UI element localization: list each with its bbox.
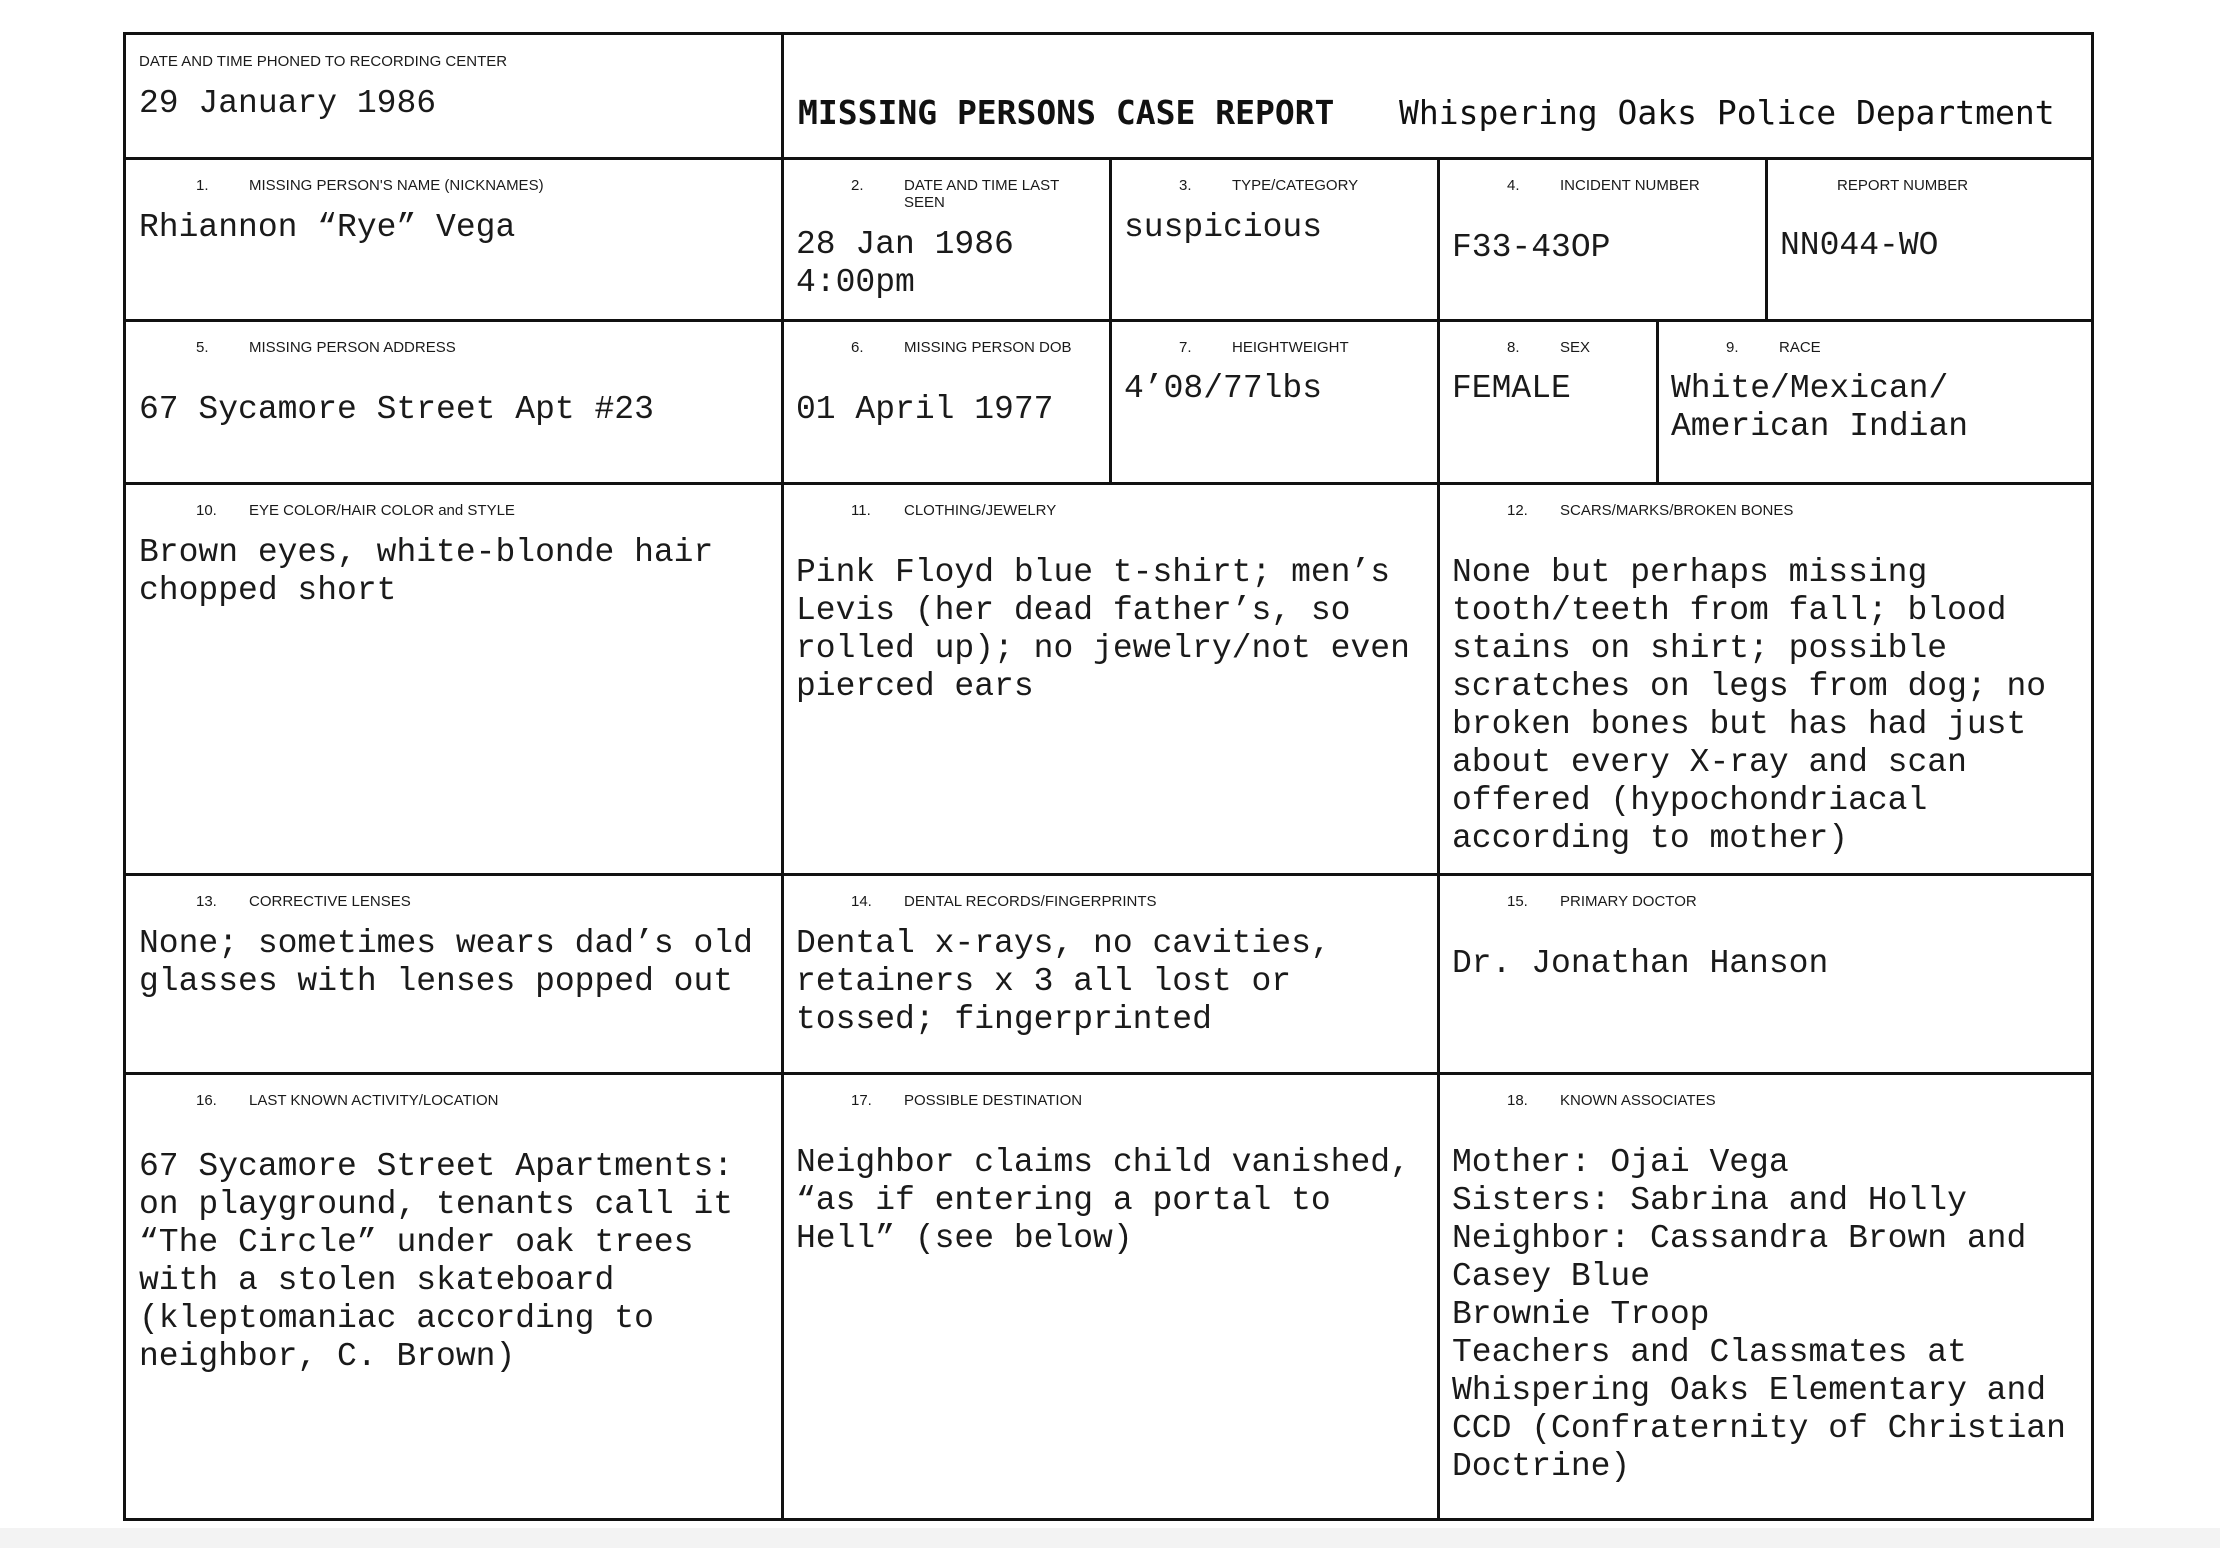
field-16-label: LAST KNOWN ACTIVITY/LOCATION	[249, 1092, 499, 1109]
field-6-value: 01 April 1977	[796, 391, 1054, 428]
field-17-value: Neighbor claims child vanished, “as if entering a portal to Hell” (see below)	[796, 1144, 1410, 1257]
field-8-label: SEX	[1560, 339, 1591, 356]
field-5-number: 5.	[196, 339, 209, 356]
field-6-label: MISSING PERSON DOB	[904, 339, 1072, 356]
phoned-value: 29 January 1986	[139, 85, 437, 122]
field-16-value: 67 Sycamore Street Apartments: on playground, tenants call it “The Circle” under oak trees with a stolen skateboard (kleptomaniac according to neighbor, C. Brown)	[139, 1148, 734, 1375]
field-5-value: 67 Sycamore Street Apt #23	[139, 391, 654, 428]
report-title-text: MISSING PERSONS CASE REPORT	[798, 93, 1335, 132]
field-8-value: FEMALE	[1452, 370, 1571, 407]
missing-persons-form	[123, 32, 2094, 1521]
field-11-number: 11.	[851, 502, 871, 519]
field-10-value: Brown eyes, white-blonde hair chopped short	[139, 534, 714, 609]
field-14-label: DENTAL RECORDS/FINGERPRINTS	[904, 893, 1157, 910]
field-15-number: 15.	[1507, 893, 1528, 910]
field-17-number: 17.	[851, 1092, 872, 1109]
phoned-label: DATE AND TIME PHONED TO RECORDING CENTER	[139, 53, 508, 70]
field-14-value: Dental x-rays, no cavities, retainers x 3 all lost or tossed; fingerprinted	[796, 925, 1331, 1038]
field-9-value: White/Mexican/ American Indian	[1671, 370, 1969, 445]
col-divider	[781, 35, 784, 1518]
department-name	[1399, 93, 2055, 132]
col-divider	[1656, 319, 1659, 482]
field-3-value: suspicious	[1124, 209, 1323, 246]
field-1-label: MISSING PERSON'S NAME (NICKNAMES)	[249, 177, 544, 194]
field-18-number: 18.	[1507, 1092, 1528, 1109]
field-7-number: 7.	[1179, 339, 1192, 356]
field-12-value: None but perhaps missing tooth/teeth from fall; blood stains on shirt; possible scratches on legs from dog; no broken bones but has had just about every X-ray and scan offered (hypochondriacal according to mother)	[1452, 554, 2047, 857]
row-divider	[126, 1072, 2091, 1075]
field-3-number: 3.	[1179, 177, 1192, 194]
report-number-label: REPORT NUMBER	[1837, 177, 1969, 194]
field-11-label: CLOTHING/JEWELRY	[904, 502, 1057, 519]
field-9-number: 9.	[1726, 339, 1739, 356]
field-10-number: 10.	[196, 502, 217, 519]
row-divider	[126, 873, 2091, 876]
field-18-label: KNOWN ASSOCIATES	[1560, 1092, 1716, 1109]
field-5-label: MISSING PERSON ADDRESS	[249, 339, 456, 356]
field-12-label: SCARS/MARKS/BROKEN BONES	[1560, 502, 1794, 519]
department-text: Whispering Oaks Police Department	[1399, 93, 2055, 132]
field-4-value: F33-43OP	[1452, 229, 1611, 266]
row-divider	[126, 482, 2091, 485]
field-13-value: None; sometimes wears dad’s old glasses with lenses popped out	[139, 925, 753, 1000]
field-10-label: EYE COLOR/HAIR COLOR and STYLE	[249, 502, 515, 519]
report-title	[798, 93, 1334, 132]
field-2-value: 28 Jan 1986 4:00pm	[796, 226, 1014, 301]
field-15-label: PRIMARY DOCTOR	[1560, 893, 1697, 910]
field-4-number: 4.	[1507, 177, 1520, 194]
col-divider	[1437, 157, 1440, 1518]
field-8-number: 8.	[1507, 339, 1520, 356]
field-7-label: HEIGHTWEIGHT	[1232, 339, 1349, 356]
page-bottom-strip	[0, 1528, 2220, 1548]
field-17-label: POSSIBLE DESTINATION	[904, 1092, 1083, 1109]
field-16-number: 16.	[196, 1092, 217, 1109]
field-4-label: INCIDENT NUMBER	[1560, 177, 1700, 194]
field-1-value: Rhiannon “Rye” Vega	[139, 209, 516, 246]
col-divider	[1765, 157, 1768, 319]
field-15-value: Dr. Jonathan Hanson	[1452, 945, 1829, 982]
field-3-label: TYPE/CATEGORY	[1232, 177, 1359, 194]
field-1-number: 1.	[196, 177, 209, 194]
field-13-label: CORRECTIVE LENSES	[249, 893, 411, 910]
report-number-value: NN044-WO	[1780, 227, 1939, 264]
field-2-number: 2.	[851, 177, 864, 194]
field-9-label: RACE	[1779, 339, 1821, 356]
field-13-number: 13.	[196, 893, 217, 910]
field-18-value: Mother: Ojai Vega Sisters: Sabrina and Holly Neighbor: Cassandra Brown and Casey Blue Brownie Troop Teachers and Classmates at Whispering Oaks Elementary and CCD (Confraternity of Christian Doctrine)	[1452, 1144, 2066, 1485]
field-6-number: 6.	[851, 339, 864, 356]
col-divider	[1109, 157, 1112, 482]
field-7-value: 4’08/77lbs	[1124, 370, 1323, 407]
field-2-label: DATE AND TIME LAST SEEN	[904, 177, 1060, 211]
field-11-value: Pink Floyd blue t-shirt; men’s Levis (her dead father’s, so rolled up); no jewelry/not even pierced ears	[796, 554, 1410, 705]
field-12-number: 12.	[1507, 502, 1528, 519]
field-14-number: 14.	[851, 893, 872, 910]
